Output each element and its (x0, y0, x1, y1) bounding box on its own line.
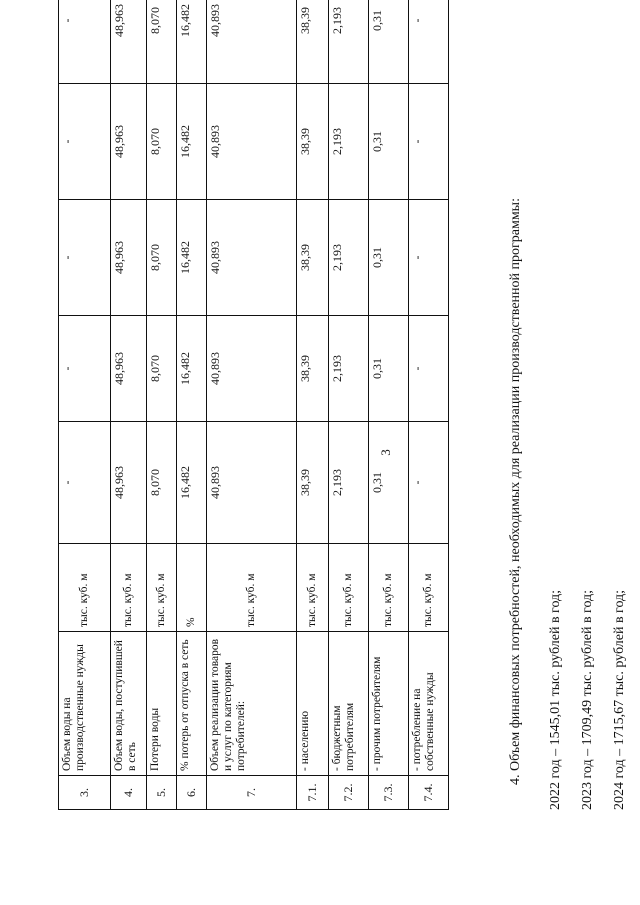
row-unit: % (177, 544, 207, 632)
row-value: 0,31 (369, 84, 409, 200)
table-row (59, 0, 111, 810)
table-row (111, 0, 147, 810)
row-value: 48,963 (111, 0, 147, 84)
table-row (297, 0, 329, 810)
row-name: Потери воды (147, 632, 177, 776)
table-row (177, 0, 207, 810)
row-value: 16,482 (177, 200, 207, 316)
financial-line-2023: 2023 год – 1709,49 тыс. рублей в год; (580, 589, 595, 810)
row-value: - (409, 200, 449, 316)
row-value: 0,31 (369, 200, 409, 316)
row-number: 4. (111, 776, 147, 810)
row-value: 0,31 (369, 316, 409, 422)
row-unit: тыс. куб. м (369, 544, 409, 632)
financial-line-2022: 2022 год – 1545,01 тыс. рублей в год; (548, 589, 563, 810)
row-value: 48,963 (111, 84, 147, 200)
row-unit: тыс. куб. м (207, 544, 297, 632)
table-row (369, 0, 409, 810)
row-name: Объем реализации товаров и услуг по категориям потребителей: (207, 632, 297, 776)
row-value: 16,482 (177, 84, 207, 200)
row-value: - (59, 200, 111, 316)
section-heading: 4. Объем финансовых потребностей, необходимых для реализации производственной программы: (508, 198, 523, 785)
row-name: - бюджетным потребителям (329, 632, 369, 776)
row-number: 7.1. (297, 776, 329, 810)
row-unit: тыс. куб. м (59, 544, 111, 632)
row-value: 38,39 (297, 316, 329, 422)
row-name: - прочим потребителям (369, 632, 409, 776)
row-name: % потерь от отпуска в сеть (177, 632, 207, 776)
row-unit: тыс. куб. м (111, 544, 147, 632)
row-value: 40,893 (207, 84, 297, 200)
row-value: 40,893 (207, 200, 297, 316)
row-unit: тыс. куб. м (147, 544, 177, 632)
row-value: 2,193 (329, 84, 369, 200)
row-name: - населению (297, 632, 329, 776)
row-value: 38,39 (297, 0, 329, 84)
row-value: 2,193 (329, 0, 369, 84)
table-row (147, 0, 177, 810)
production-table (58, 0, 449, 810)
row-value: - (409, 0, 449, 84)
row-value: - (409, 316, 449, 422)
page-number: 3 (378, 449, 393, 456)
row-number: 7. (207, 776, 297, 810)
row-value: - (59, 422, 111, 544)
row-unit: тыс. куб. м (409, 544, 449, 632)
row-value: 2,193 (329, 422, 369, 544)
row-value: 8,070 (147, 84, 177, 200)
table-row (207, 0, 297, 810)
row-value: 38,39 (297, 422, 329, 544)
row-value: - (409, 422, 449, 544)
row-unit: тыс. куб. м (297, 544, 329, 632)
row-value: 2,193 (329, 200, 369, 316)
row-value: 16,482 (177, 0, 207, 84)
row-value: 40,893 (207, 0, 297, 84)
row-number: 7.2. (329, 776, 369, 810)
row-value: 40,893 (207, 316, 297, 422)
row-value: 8,070 (147, 422, 177, 544)
row-value: 38,39 (297, 200, 329, 316)
row-value: 40,893 (207, 422, 297, 544)
row-name: - потребление на собственные нужды (409, 632, 449, 776)
row-value: 2,193 (329, 316, 369, 422)
table-row (329, 0, 369, 810)
row-value: 48,963 (111, 316, 147, 422)
row-value: 16,482 (177, 316, 207, 422)
row-unit: тыс. куб. м (329, 544, 369, 632)
row-value: - (59, 0, 111, 84)
row-value: 38,39 (297, 84, 329, 200)
row-number: 7.3. (369, 776, 409, 810)
row-name: Объем воды на производственные нужды (59, 632, 111, 776)
row-value: 8,070 (147, 200, 177, 316)
row-value: - (409, 84, 449, 200)
row-value: 8,070 (147, 316, 177, 422)
row-value: 48,963 (111, 422, 147, 544)
table-body (59, 0, 449, 810)
table-row (409, 0, 449, 810)
row-value: 48,963 (111, 200, 147, 316)
row-value: - (59, 84, 111, 200)
row-value: - (59, 316, 111, 422)
financial-line-2024: 2024 год – 1715,67 тыс. рублей в год; (612, 589, 627, 810)
row-value: 16,482 (177, 422, 207, 544)
row-number: 6. (177, 776, 207, 810)
row-number: 7.4. (409, 776, 449, 810)
row-value: 0,31 (369, 422, 409, 544)
row-number: 5. (147, 776, 177, 810)
row-name: Объем воды, поступившей в сеть (111, 632, 147, 776)
row-value: 8,070 (147, 0, 177, 84)
row-value: 0,31 (369, 0, 409, 84)
row-number: 3. (59, 776, 111, 810)
